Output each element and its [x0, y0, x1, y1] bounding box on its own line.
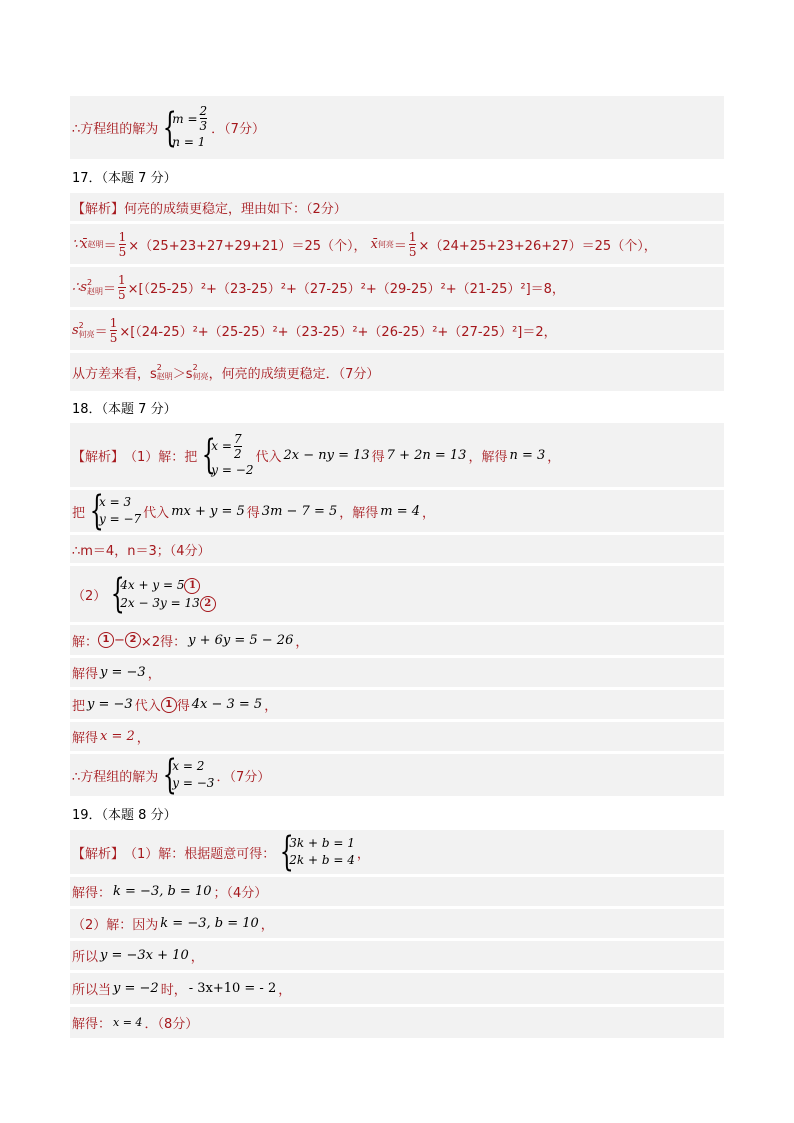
p18-l1b: 代入 [255, 449, 282, 465]
p18-sys2 [87, 488, 142, 534]
p17-mean2-left: x̄ [370, 236, 378, 252]
p18-l7b: y = −3 [87, 697, 133, 712]
p18-sys3 [108, 571, 215, 617]
p19-line1 [70, 830, 724, 874]
p18-s2-y: y = −7 [99, 512, 142, 526]
p19-l3b: k = −3, b = 10 [160, 916, 259, 931]
circle-two-icon: 2 [125, 632, 141, 648]
p19-l4c: ， [190, 950, 204, 965]
frac-num: 1 [117, 272, 126, 287]
frac-den: 2 [233, 446, 242, 461]
analysis-tag: 【解析】 [72, 846, 125, 862]
p18-l9b: ．（7分） [216, 769, 271, 785]
p17-var2-left: s [72, 322, 79, 338]
p19-s-a: 3k + b = 1 [289, 836, 355, 850]
p18-l7f: ， [264, 699, 278, 714]
frac-den: 5 [109, 330, 118, 345]
circle-one-icon: 1 [184, 578, 200, 594]
p19-l3c: ， [260, 918, 274, 933]
p17-frac3 [118, 273, 126, 302]
p18-s2-x: x = 3 [99, 495, 132, 509]
p18-l2e: 3m − 7 = 5 [261, 503, 338, 519]
p18-sys4 [160, 752, 215, 798]
p18-l6b: y = −3 [100, 665, 146, 680]
p18-l6a: 解得 [72, 667, 99, 682]
frac-num: 1 [408, 229, 417, 244]
p16-prefix: ∴方程组的解为 [72, 122, 159, 137]
p18-line9 [70, 754, 724, 796]
p16-frac-den: 3 [199, 119, 208, 133]
p18-l1a: （1）解：把 [124, 449, 198, 465]
p18-l7c: 代入 [134, 699, 161, 714]
sq-mark: 2 [192, 363, 198, 372]
p18-l1h: ， [547, 449, 561, 465]
p17-var2-sub: 何亮 [78, 330, 95, 339]
p18-l7e: 4x − 3 = 5 [191, 697, 263, 712]
p16-eq-m: m = [172, 111, 198, 126]
brace-icon: { [279, 829, 294, 875]
p19-l6b: x = 4 [113, 1016, 143, 1029]
frac-den: 5 [117, 287, 126, 302]
solutions-page [70, 96, 724, 1041]
p19-l4b: y = −3x + 10 [100, 948, 189, 963]
p18-l5c: ×2得： [140, 634, 187, 650]
p17-var1-left: ∴s [72, 279, 87, 295]
p19-l5e: ， [278, 983, 292, 998]
p17-means: ∵x̄ 赵明 ＝ $\frac{1}{5}$ ×（25+23+27+29+21）＝25（个）， x̄ 何亮 ＝ $\frac{1}{5}$ ×（24+25+23+26+27）＝25（个）， [70, 224, 724, 264]
p17-frac4 [110, 316, 118, 345]
p17-line1 [70, 193, 724, 221]
p19-line2 [70, 877, 724, 906]
p19-l1a: （1）解：根据题意可得： [124, 846, 276, 862]
p17-var2-expr: ×[（24-25）²+（25-25）²+（23-25）²+（26-25）²+（27-25）²]＝2， [119, 324, 557, 340]
p18-l2d: 得 [246, 505, 260, 521]
p18-l5a: 解： [72, 634, 99, 650]
p19-header [70, 799, 724, 827]
p18-line3 [70, 535, 724, 563]
frac-num: 1 [118, 229, 127, 244]
p18-s1-x: x = [211, 439, 232, 453]
p17-header-text: 17．（本题 7 分） [72, 170, 177, 186]
p19-l2c: ；（4分） [213, 886, 268, 901]
circle-one-icon: 1 [161, 697, 177, 713]
p19-l5b: y = −2 [113, 981, 159, 996]
p17-var2: s 2 何亮 ＝ $\frac{1}{5}$ ×[（24-25）²+（25-25）²+（23-25）²+（26-25）²+（27-25）²]＝2， [70, 310, 724, 350]
p18-l7d: 得 [176, 699, 190, 714]
p19-l2b: k = −3, b = 10 [113, 884, 212, 899]
p17-concl-sub2: 何亮 [192, 372, 209, 381]
p19-l2a: 解得： [72, 886, 112, 901]
p18-l4a: （2） [72, 588, 107, 604]
p18-line5 [70, 625, 724, 655]
circle-one-icon: 1 [98, 632, 114, 648]
p17-var1-expr: ×[（25-25）²+（23-25）²+（27-25）²+（29-25）²+（21-25）²]＝8， [127, 281, 565, 297]
p18-l7a: 把 [72, 699, 86, 714]
p18-l2b: 代入 [143, 505, 170, 521]
p18-l8b: x = 2 [100, 729, 135, 744]
p17-header [70, 162, 724, 190]
p19-line4 [70, 941, 724, 970]
p18-line1 [70, 423, 724, 487]
p18-l8a: 解得 [72, 731, 99, 746]
p18-l5d: y + 6y = 5 − 26 [188, 632, 294, 648]
p17-mean1-expr: ×（25+23+27+29+21）＝25（个）， [128, 238, 367, 254]
p19-l4a: 所以 [72, 950, 99, 965]
p18-l5e: ， [295, 634, 309, 650]
circle-two-icon: 2 [200, 596, 216, 612]
sq-mark: 2 [86, 278, 93, 287]
p18-header [70, 394, 724, 420]
p18-l3: ∴m＝4，n＝3；（4分） [72, 543, 211, 559]
p19-line5 [70, 973, 724, 1004]
p18-l2h: ， [422, 505, 436, 521]
p18-l2c: mx + y = 5 [171, 503, 245, 519]
p18-line4 [70, 566, 724, 622]
p17-var1: ∴s 2 赵明 ＝ $\frac{1}{5}$ ×[（25-25）²+（23-25）²+（27-25）²+（29-25）²+（21-25）²]＝8， [70, 267, 724, 307]
p18-l1g: n = 3 [509, 447, 546, 463]
p19-l5c: 时， [160, 983, 187, 998]
p18-line7 [70, 690, 724, 719]
p18-l1e: 7 + 2n = 13 [386, 447, 467, 463]
p18-line2 [70, 490, 724, 532]
p18-s1-y: y = −2 [211, 462, 254, 477]
p18-l1d: 得 [371, 449, 385, 465]
p17-concl-sub1: 赵明 [156, 372, 173, 381]
p18-frac [234, 432, 242, 461]
p16-system [160, 104, 209, 151]
p19-line6 [70, 1007, 724, 1038]
p19-s-b: 2k + b = 4 [289, 853, 355, 867]
p18-l1f: ，解得 [468, 449, 508, 465]
p18-l1c: 2x − ny = 13 [283, 447, 370, 463]
p17-frac2 [409, 230, 417, 259]
p18-line6 [70, 658, 724, 687]
p17-var1-sub: 赵明 [86, 287, 103, 296]
p17-frac1 [119, 230, 127, 259]
brace-icon: { [162, 752, 177, 798]
p19-l1b: ， [356, 846, 370, 862]
p19-l3a: （2）解：因为 [72, 918, 159, 933]
p16-end: ．（7分） [211, 122, 265, 137]
p19-l5d: - 3x+10 = - 2 [188, 981, 277, 996]
p18-header-text: 18．（本题 7 分） [72, 401, 177, 417]
brace-icon: { [89, 488, 104, 534]
p18-l2f: ，解得 [339, 505, 379, 521]
brace-icon: { [162, 104, 177, 151]
p19-line3 [70, 909, 724, 938]
p18-line8 [70, 722, 724, 751]
p16-frac-num: 2 [199, 104, 208, 118]
sq-mark: 2 [156, 363, 162, 372]
p19-l5a: 所以当 [72, 983, 112, 998]
p18-l2a: 把 [72, 505, 86, 521]
p17-intro: 何亮的成绩更稳定，理由如下：（2分） [124, 201, 347, 217]
analysis-tag: 【解析】 [72, 449, 125, 465]
p18-l6c: ， [147, 667, 161, 682]
p17-mean1-left: ∵x̄ [72, 236, 88, 252]
p18-s4-x: x = 2 [172, 759, 205, 773]
p16-eq-n: n = 1 [172, 135, 206, 149]
p18-l8c: ， [136, 731, 150, 746]
p17-mean2-sub: 何亮 [377, 239, 394, 249]
p18-s4-y: y = −3 [172, 776, 215, 790]
p18-l9a: ∴方程组的解为 [72, 769, 159, 785]
p19-header-text: 19．（本题 8 分） [72, 807, 177, 823]
frac-num: 7 [233, 431, 242, 446]
p19-l6a: 解得： [72, 1017, 112, 1032]
p16-fraction [200, 104, 208, 133]
analysis-tag: 【解析】 [72, 201, 125, 217]
p18-l2g: m = 4 [380, 503, 421, 519]
p18-sys1 [199, 432, 253, 479]
p19-l6c: ．（8分） [144, 1017, 199, 1032]
brace-icon: { [110, 571, 125, 617]
p17-concl-b: ，何亮的成绩更稳定．（7分） [208, 366, 380, 382]
p17-concl-gt: ＞s [172, 366, 193, 382]
p17-mean2-expr: ×（24+25+23+26+27）＝25（个）， [418, 238, 657, 254]
p19-sys [277, 829, 355, 875]
p16-solution-line [70, 96, 724, 159]
p17-concl-a: 从方差来看，s [72, 366, 157, 382]
p17-conclusion [70, 353, 724, 391]
p18-s3-a: 4x + y = 5 [120, 578, 185, 592]
frac-num: 1 [109, 315, 118, 330]
p18-l5b: − [114, 632, 125, 648]
sq-mark: 2 [78, 321, 84, 330]
p17-mean1-sub: 赵明 [87, 239, 104, 249]
brace-icon: { [201, 432, 216, 478]
p18-s3-b: 2x − 3y = 13 [120, 596, 200, 610]
frac-den: 5 [118, 244, 127, 259]
frac-den: 5 [408, 244, 417, 259]
